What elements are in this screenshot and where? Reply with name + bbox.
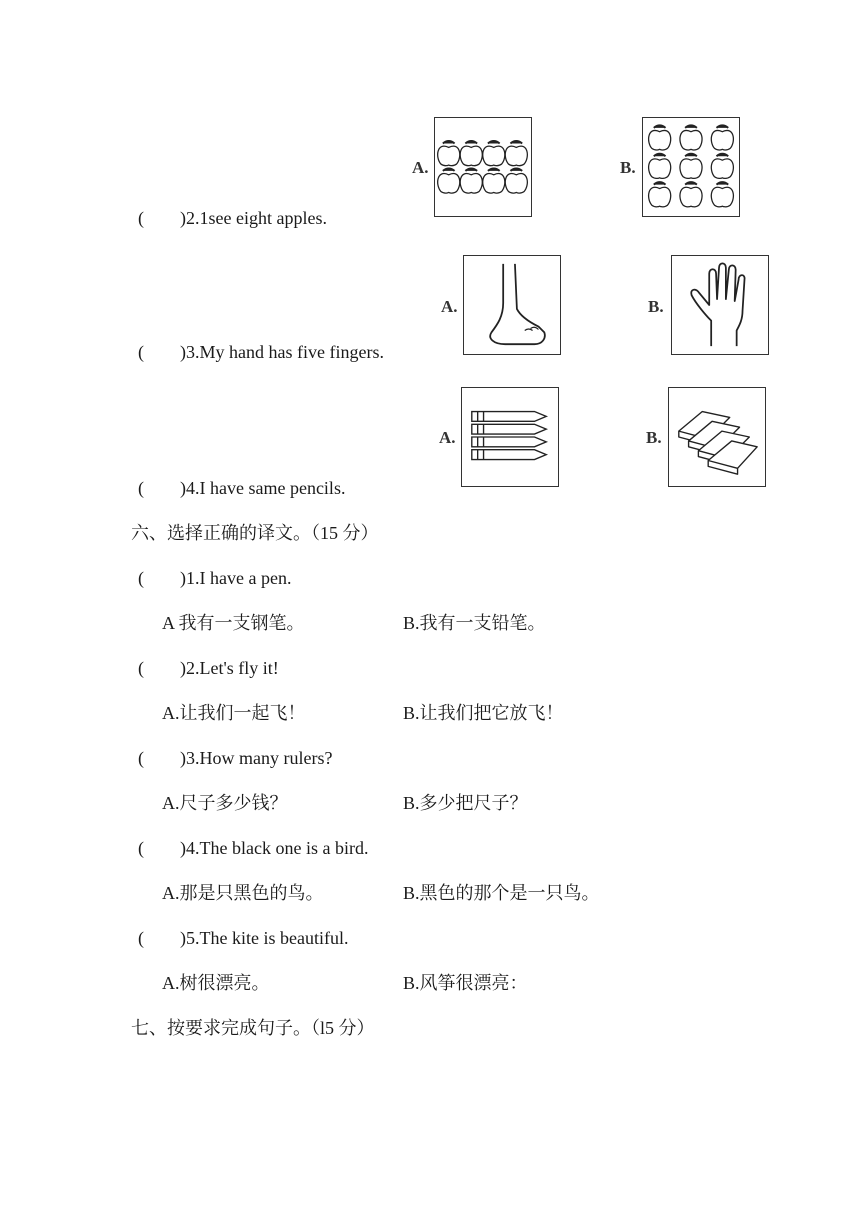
choice-b[interactable]: B.我有一支铅笔。: [403, 613, 546, 633]
question-text: 3.My hand has five fingers.: [186, 342, 384, 362]
section-7-heading: 七、按要求完成句子。（l5 分）: [131, 1018, 375, 1038]
option-b-label: B.: [620, 158, 636, 177]
answer-paren[interactable]: ( ): [138, 342, 186, 362]
answer-paren[interactable]: ( ): [138, 568, 186, 588]
question-text: 5.The kite is beautiful.: [186, 928, 349, 948]
apple-icon: [460, 168, 482, 193]
choice-a[interactable]: A.那是只黑色的鸟。: [162, 883, 324, 903]
apple-icon: [460, 141, 482, 166]
pencils-picture[interactable]: [461, 387, 559, 487]
question-6-4: [138, 837, 368, 859]
choice-b[interactable]: B.风筝很漂亮：: [403, 973, 528, 993]
answer-paren[interactable]: ( ): [138, 838, 186, 858]
option-b-label: B.: [646, 428, 662, 447]
answer-paren[interactable]: ( ): [138, 208, 186, 228]
section-6-heading: 六、选择正确的译文。（15 分）: [131, 523, 379, 543]
choice-a[interactable]: A.尺子多少钱？: [162, 793, 288, 813]
apple-icon: [649, 182, 671, 207]
option-a-label: A.: [439, 428, 456, 447]
choice-b[interactable]: B.让我们把它放飞！: [403, 703, 564, 723]
apple-icon: [649, 125, 671, 150]
apple-icon: [483, 168, 505, 193]
question-6-5: [138, 927, 348, 949]
apple-icon: [438, 141, 460, 166]
answer-paren[interactable]: ( ): [138, 748, 186, 768]
nine-apples-picture[interactable]: [642, 117, 740, 217]
question-6-1: [138, 567, 291, 589]
question-text: 2.1see eight apples.: [186, 208, 327, 228]
apple-icon: [649, 154, 671, 179]
question-text: 2.Let's fly it!: [186, 658, 279, 678]
choice-b[interactable]: B.多少把尺子？: [403, 793, 528, 813]
apple-icon: [680, 154, 702, 179]
question-5-3: [138, 341, 384, 363]
apple-icon: [505, 141, 527, 166]
option-a-label: A.: [412, 158, 429, 177]
apple-icon: [438, 168, 460, 193]
question-text: 4.I have same pencils.: [186, 478, 346, 498]
apple-icon: [680, 182, 702, 207]
apple-icon: [711, 182, 733, 207]
question-text: 3.How many rulers?: [186, 748, 333, 768]
choice-a[interactable]: A 我有一支钢笔。: [162, 613, 305, 633]
apple-icon: [711, 125, 733, 150]
apple-icon: [505, 168, 527, 193]
option-a-label: A.: [441, 297, 458, 316]
answer-paren[interactable]: ( ): [138, 478, 186, 498]
question-5-2: [138, 207, 327, 229]
foot-picture[interactable]: [463, 255, 561, 355]
question-5-4: [138, 477, 345, 499]
choice-b[interactable]: B.黑色的那个是一只鸟。: [403, 883, 600, 903]
question-text: 1.I have a pen.: [186, 568, 292, 588]
apple-icon: [680, 125, 702, 150]
question-6-3: [138, 747, 332, 769]
apple-icon: [711, 154, 733, 179]
question-6-2: [138, 657, 279, 679]
question-text: 4.The black one is a bird.: [186, 838, 369, 858]
choice-a[interactable]: A.树很漂亮。: [162, 973, 270, 993]
books-picture[interactable]: [668, 387, 766, 487]
eight-apples-picture[interactable]: [434, 117, 532, 217]
hand-picture[interactable]: [671, 255, 769, 355]
choice-a[interactable]: A.让我们一起飞！: [162, 703, 306, 723]
answer-paren[interactable]: ( ): [138, 928, 186, 948]
apple-icon: [483, 141, 505, 166]
option-b-label: B.: [648, 297, 664, 316]
answer-paren[interactable]: ( ): [138, 658, 186, 678]
